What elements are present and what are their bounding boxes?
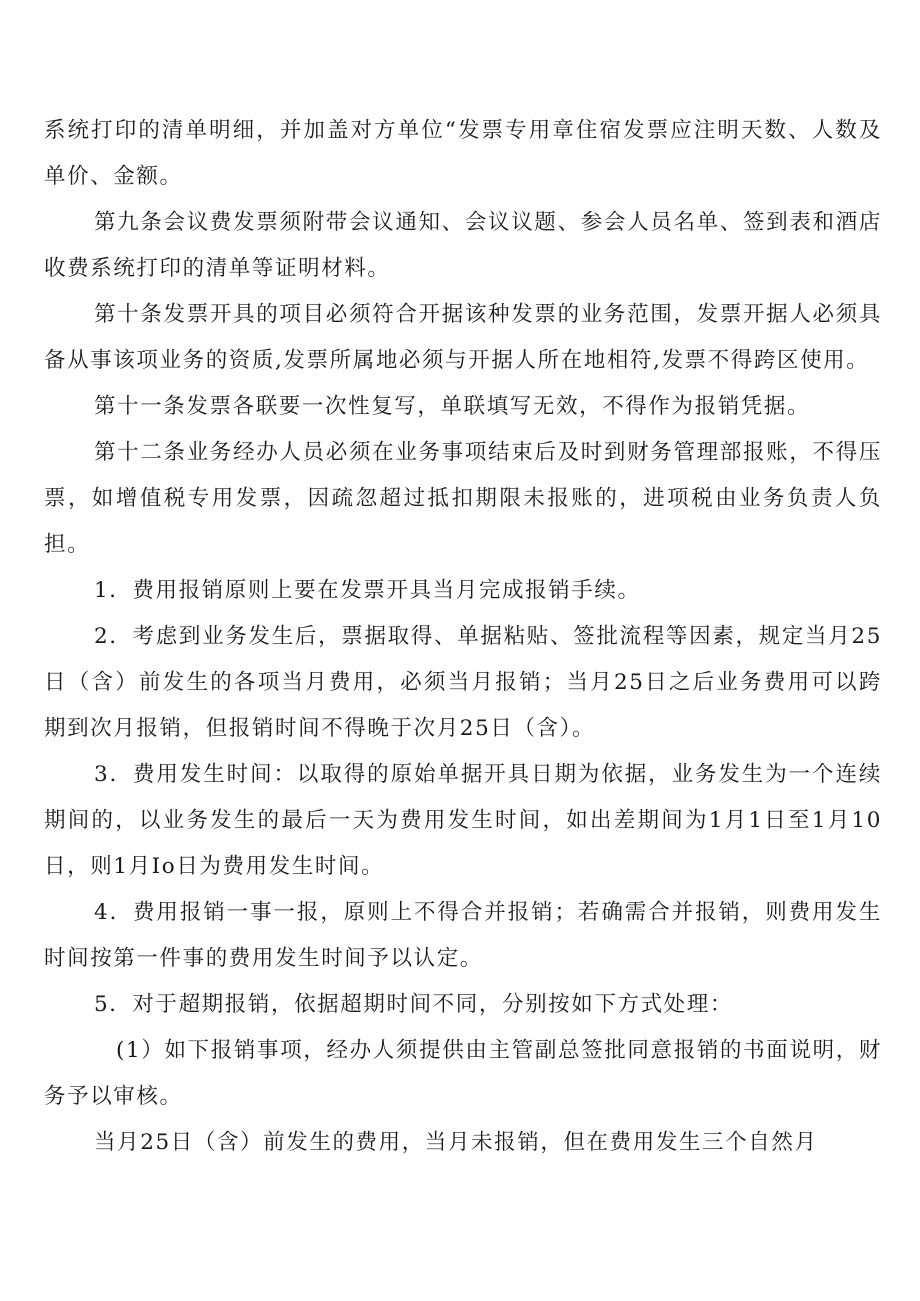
list-item-4: 4．费用报销一事一报，原则上不得合并报销；若确需合并报销，则费用发生时间按第一件事的费用发生时间予以认定。 xyxy=(44,900,882,971)
list-item-1: 1．费用报销原则上要在发票开具当月完成报销手续。 xyxy=(94,578,641,603)
sub-item-1: (1）如下报销事项，经办人须提供由主管副总签批同意报销的书面说明，财务予以审核。 xyxy=(44,1038,882,1109)
list-item-2: 2．考虑到业务发生后，票据取得、单据粘贴、签批流程等因素，规定当月25日（含）前发生的各项当月费用，必须当月报销；当月25日之后业务费用可以跨期到次月报销，但报销时间不得晚于次月25日（含）。 xyxy=(44,624,882,741)
list-item-5: 5．对于超期报销，依据超期时间不同，分别按如下方式处理： xyxy=(94,992,733,1017)
paragraph-overdue-rule: 当月25日（含）前发生的费用，当月未报销，但在费用发生三个自然月 xyxy=(94,1130,818,1155)
list-item-3: 3．费用发生时间：以取得的原始单据开具日期为依据，业务发生为一个连续期间的，以业务发生的最后一天为费用发生时间，如出差期间为1月1日至1月10日，则1月Io日为费用发生时间。 xyxy=(44,762,882,879)
paragraph-invoice-details: 系统打印的清单明细，并加盖对方单位“发票专用章住宿发票应注明天数、人数及单价、金额。 xyxy=(44,118,882,189)
paragraph-article-12: 第十二条业务经办人员必须在业务事项结束后及时到财务管理部报账，不得压票，如增值税专用发票，因疏忽超过抵扣期限未报账的，进项税由业务负责人负担。 xyxy=(44,440,882,557)
paragraph-article-10: 第十条发票开具的项目必须符合开据该种发票的业务范围，发票开据人必须具备从事该项业务的资质,发票所属地必须与开据人所在地相符,发票不得跨区使用。 xyxy=(44,302,882,373)
document-page xyxy=(44,108,882,1166)
paragraph-article-9: 第九条会议费发票须附带会议通知、会议议题、参会人员名单、签到表和酒店收费系统打印的清单等证明材料。 xyxy=(44,210,882,281)
paragraph-article-11: 第十一条发票各联要一次性复写，单联填写无效，不得作为报销凭据。 xyxy=(94,394,811,419)
